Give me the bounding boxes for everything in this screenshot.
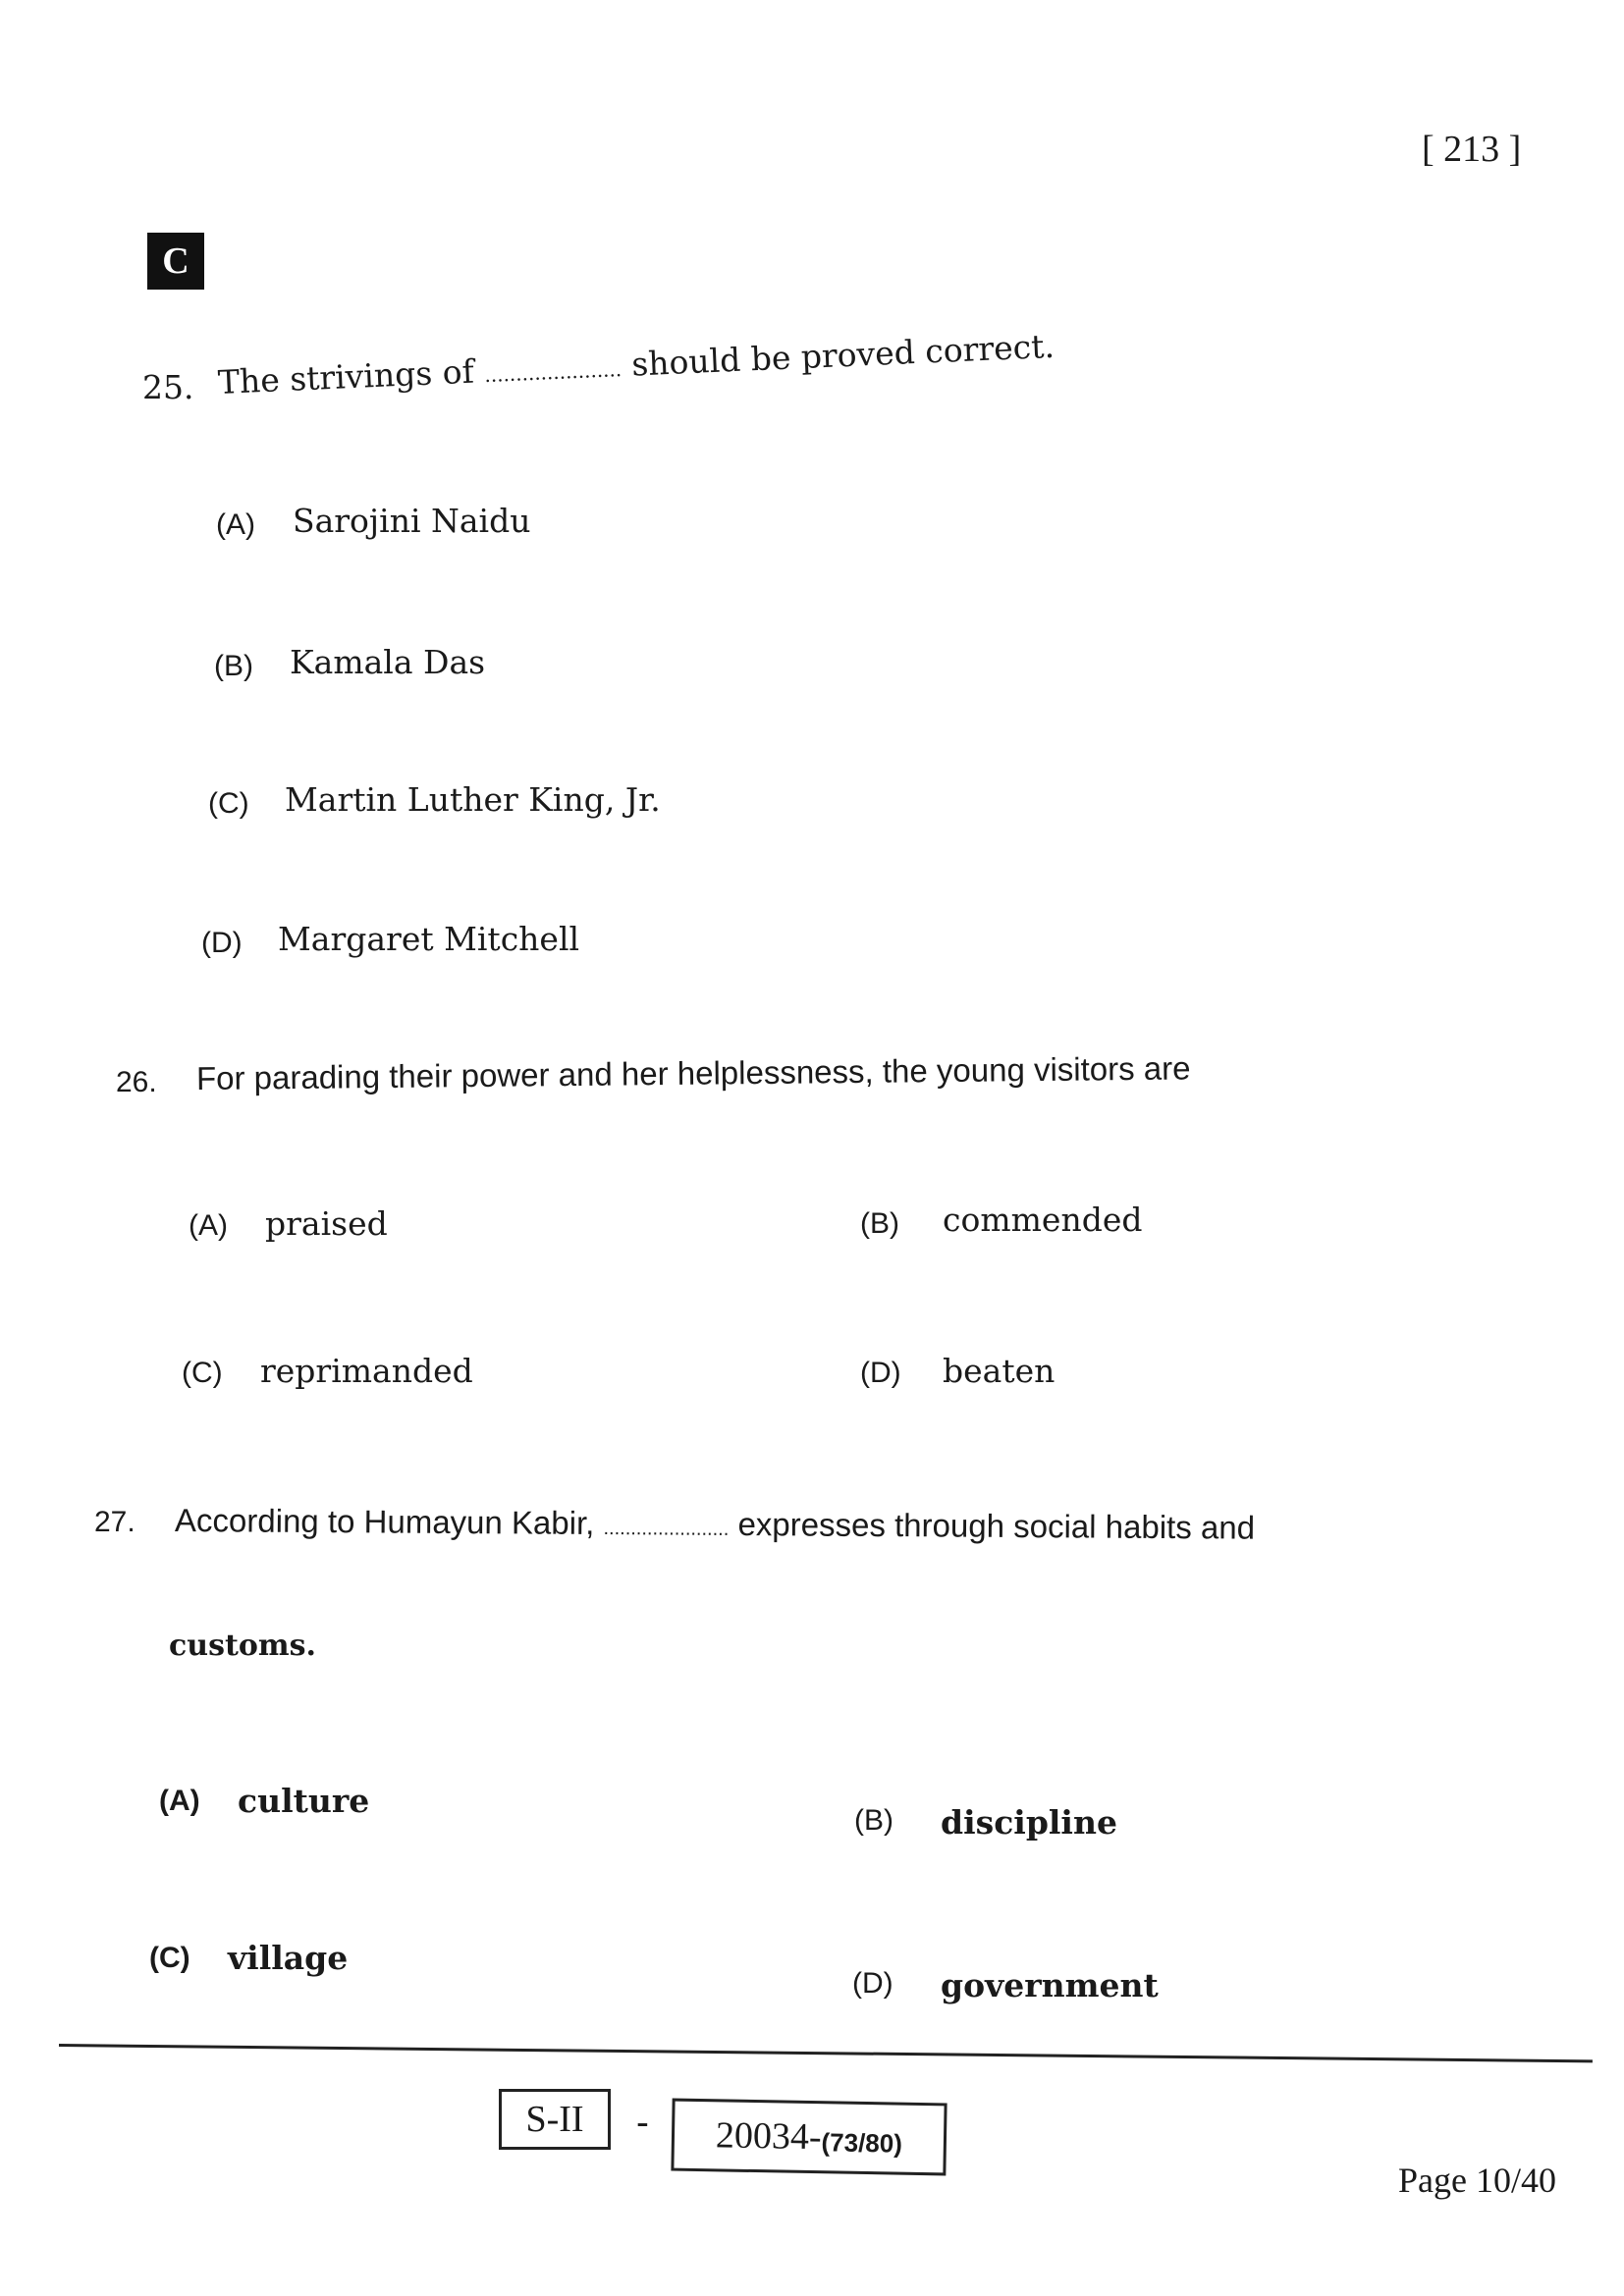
footer-divider (59, 2044, 1593, 2062)
option-text: commended (943, 1201, 1143, 1239)
paper-code-box (671, 2099, 947, 2176)
question-number: 27. (94, 1506, 135, 1538)
text-after: should be proved correct. (630, 326, 1056, 384)
option-text: praised (265, 1204, 388, 1243)
text-before: According to Humayun Kabir, (174, 1502, 595, 1541)
question-text (175, 1504, 1255, 1544)
option-text: beaten (943, 1352, 1056, 1390)
option-label: (D) (201, 927, 243, 959)
option-label: (C) (149, 1942, 190, 1974)
set-label: C (147, 233, 204, 290)
paper-code: 20034- (715, 2114, 822, 2159)
option-text: Margaret Mitchell (278, 920, 580, 958)
question-number: 26. (116, 1066, 157, 1098)
option-label: (A) (216, 508, 255, 541)
option-text: culture (238, 1782, 370, 1820)
option-text: reprimanded (260, 1352, 473, 1390)
question-number: 25. (142, 368, 194, 406)
text-after: expresses through social habits and (737, 1506, 1256, 1546)
option-label: (C) (208, 787, 249, 820)
option-label: (A) (189, 1209, 228, 1242)
option-text: government (941, 1966, 1159, 2004)
option-label: (A) (159, 1785, 200, 1817)
option-label: (B) (854, 1804, 893, 1837)
question-text: For parading their power and her helplessness, the young visitors are (195, 1049, 1191, 1096)
option-text: Martin Luther King, Jr. (285, 780, 661, 819)
option-label: (D) (860, 1357, 901, 1389)
option-label: (C) (182, 1357, 223, 1389)
option-text: Sarojini Naidu (293, 502, 531, 540)
footer-dash: - (636, 2101, 649, 2144)
blank: ...................... (483, 357, 623, 388)
page-number: Page 10/40 (1398, 2161, 1556, 2200)
question-text-continued: customs. (169, 1629, 316, 1663)
page-code: [ 213 ] (1422, 129, 1522, 170)
question-text (217, 326, 1056, 401)
option-text: village (228, 1939, 349, 1977)
option-label: (B) (214, 650, 253, 682)
blank: ....................... (603, 1518, 730, 1540)
series-box: S-II (499, 2089, 611, 2150)
option-text: Kamala Das (290, 643, 486, 681)
option-text: discipline (941, 1803, 1117, 1842)
option-label: (D) (852, 1967, 893, 2000)
paper-code-sub: (73/80) (821, 2126, 903, 2159)
text-before: The strivings of (217, 351, 475, 401)
option-label: (B) (860, 1207, 899, 1240)
